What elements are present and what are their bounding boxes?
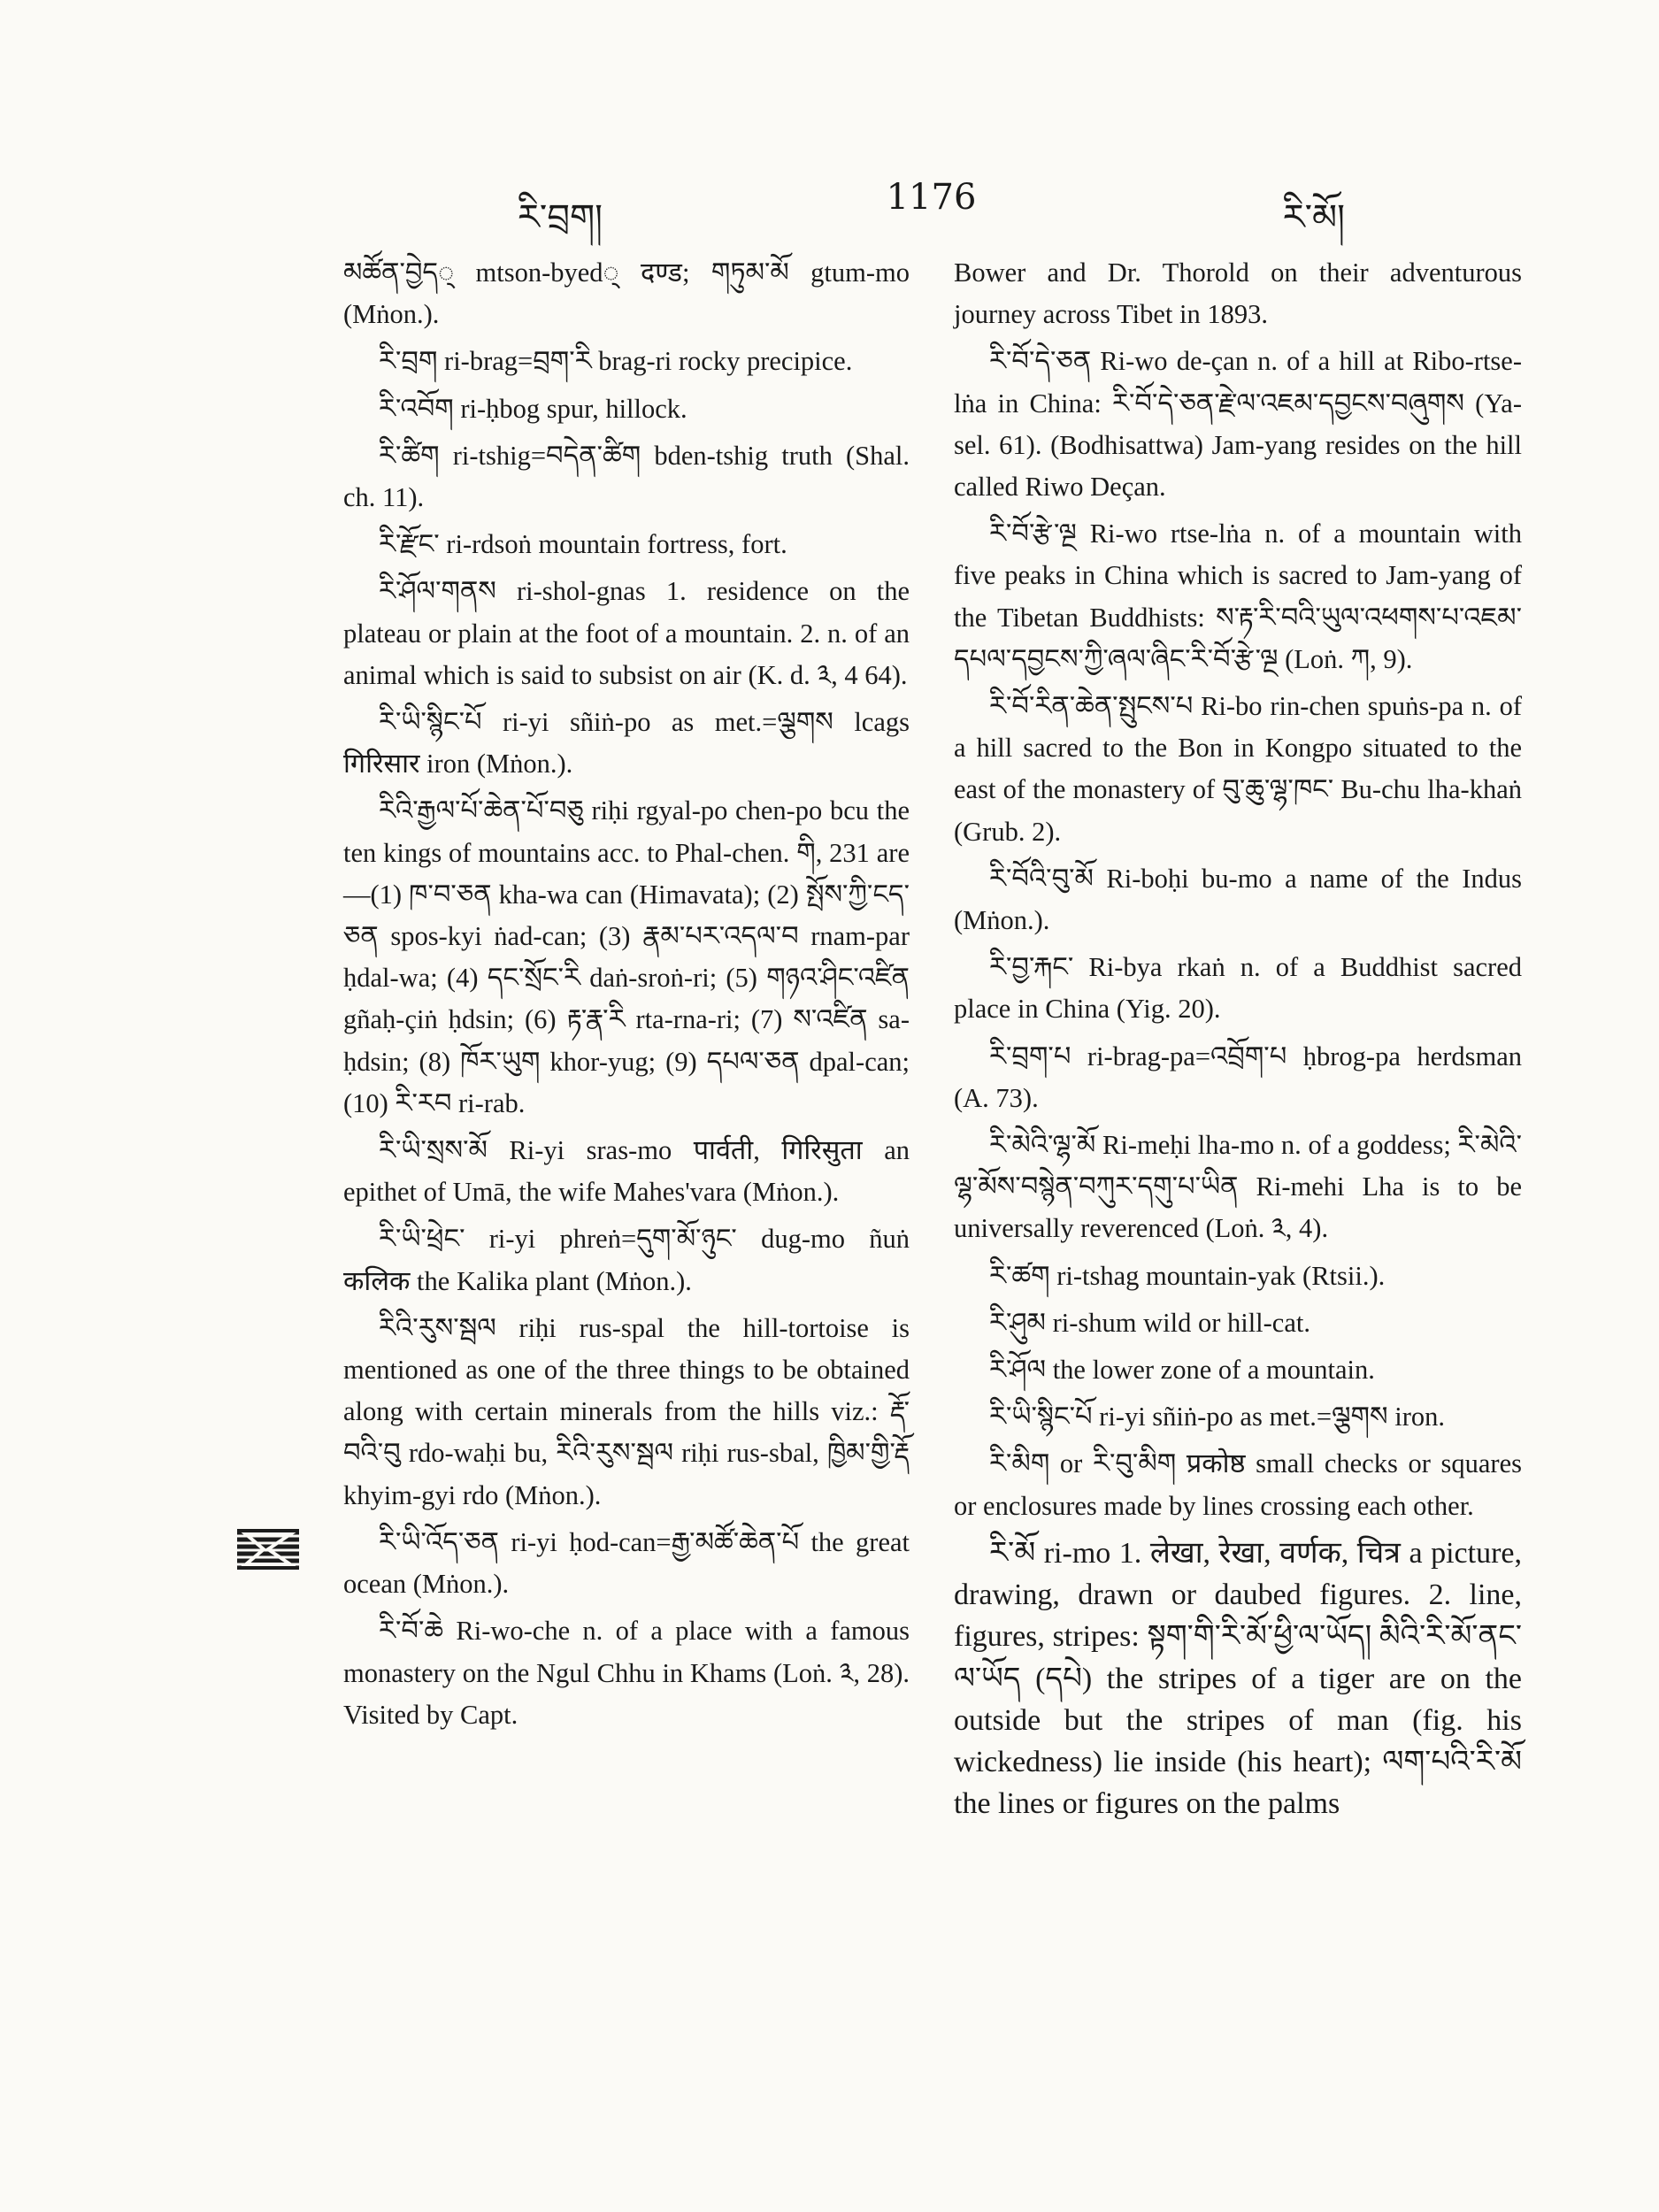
header-right-guideword: རི་མོ།	[1282, 197, 1345, 238]
dictionary-entry: རི་བོ་རིན་ཆེན་སྤུངས་པ Ri-bo rin-chen spuṅs-pa n. of a hill sacred to the Bon in Kongpo situated to the east of the monastery of བུ་ཆུ་ལྷ་ཁང་ Bu-chu lha-khaṅ (Grub. 2).	[954, 691, 1522, 847]
left-column	[343, 252, 910, 1741]
dictionary-entry: རི་འབོག ri-ḥbog spur, hillock.	[379, 393, 687, 424]
dictionary-entry: རི་བོ་དེ་ཅན Ri-wo de-çan n. of a hill at Ribo-rtse-lṅa in China: རི་བོ་དེ་ཅན་རྗེ་ལ་འཇམ་དབྱངས་བཞུགས (Ya-sel. 61). (Bodhisattwa) Jam-yang resides on the hill called Riwo Deçan.	[954, 346, 1522, 503]
dictionary-entry: རི་ཡི་སྲས་མོ Ri-yi sras-mo पार्वती, गिरिसुता an epithet of Umā, the wife Mahes'vara (Mṅon.).	[343, 1135, 910, 1208]
dictionary-entry: རི་རྫོང་ ri-rdsoṅ mountain fortress, fort.	[379, 529, 787, 560]
dictionary-entry: རི་ཡི་སྙིང་པོ ri-yi sñiṅ-po as met.=ལྕགས iron.	[989, 1402, 1445, 1432]
dictionary-entry: རི་མེའི་ལྷ་མོ Ri-meḥi lha-mo n. of a goddess; རི་མེའི་ལྷ་མོས་བསྙེན་བཀུར་དགུ་པ་ཡིན Ri-mehi Lha is to be universally reverenced (Loṅ. ༣, 4).	[954, 1130, 1522, 1244]
dictionary-entry: རི་བོ་ཆེ Ri-wo-che n. of a place with a famous monastery on the Ngul Chhu in Khams (Loṅ. ༣, 28). Visited by Capt.	[343, 1616, 910, 1730]
dictionary-entry: རི་ཡི་ཕྲེང་ ri-yi phreṅ=དུག་མོ་ཉུང་ dug-mo ñuṅ कलिक the Kalika plant (Mṅon.).	[343, 1224, 910, 1296]
header-left-guideword: རི་བྲག།	[518, 197, 603, 238]
margin-stamp-icon	[237, 1529, 299, 1570]
dictionary-entry: རི་ཚིག ri-tshig=བདེན་ཚིག bden-tshig truth (Shal. ch. 11).	[343, 440, 910, 513]
dictionary-entry: Bower and Dr. Thorold on their adventurous journey across Tibet in 1893.	[954, 257, 1522, 330]
dictionary-entry: རི་ཚག ri-tshag mountain-yak (Rtsii.).	[989, 1260, 1386, 1291]
dictionary-entry: རི་བོའི་བུ་མོ Ri-boḥi bu-mo a name of the Indus (Mṅon.).	[954, 863, 1522, 936]
dictionary-entry: རི་ཡི་སྙིང་པོ ri-yi sñiṅ-po as met.=ལྕགས lcags गिरिसार iron (Mṅon.).	[343, 707, 910, 780]
dictionary-entry: རི་བྲག་པ ri-brag-pa=འབྲོག་པ ḥbrog-pa herdsman (A. 73).	[954, 1041, 1522, 1113]
dictionary-entry: རིའི་རུས་སྦལ riḥi rus-spal the hill-tortoise is mentioned as one of the three things to be obtained along with certain minerals from the hills viz.: རྡོ་བའི་བུ rdo-waḥi bu, རིའི་རུས་སྦལ riḥi rus-sbal, ཁྱིམ་གྱི་རྡོ khyim-gyi rdo (Mṅon.).	[343, 1312, 910, 1510]
dictionary-entry: རི་ཤོལ་གནས ri-shol-gnas 1. residence on the plateau or plain at the foot of a mountain. 2. n. of an animal which is said to subsist on air (K. d. ༣, 4 64).	[343, 576, 910, 690]
dictionary-entry: རིའི་རྒྱལ་པོ་ཆེན་པོ་བཅུ riḥi rgyal-po chen-po bcu the ten kings of mountains acc. to Phal-chen. གི, 231 are—(1) ཁ་བ་ཅན kha-wa can (Himavata); (2) སྤོས་ཀྱི་ངད་ཅན spos-kyi ṅad-can; (3) རྣམ་པར་འདལ་བ rnam-par ḥdal-wa; (4) དང་སྲོང་རི daṅ-sroṅ-ri; (5) གཉའ་ཤིང་འཛིན gñaḥ-çiṅ ḥdsin; (6) རྟ་རྣ་རི rta-rna-ri; (7) ས་འཛིན sa-ḥdsin; (8) ཁོར་ཡུག khor-yug; (9) དཔལ་ཅན dpal-can; (10) རི་རབ ri-rab.	[343, 795, 910, 1118]
right-column	[954, 252, 1522, 1830]
dictionary-entry-headword-rimo: རི་མོ ri-mo 1. लेखा, रेखा, वर्णक, चित्र a picture, drawing, drawn or daubed figures. 2. line, figures, stripes: སྟག་གི་རི་མོ་ཕྱི་ལ་ཡོད། མིའི་རི་མོ་ནང་ལ་ཡོད (དཔེ) the stripes of a tiger are on the outside but the stripes of man (fig. his wickedness) lie inside (his heart); ལག་པའི་རི་མོ the lines or figures on the palms	[954, 1536, 1522, 1821]
dictionary-entry: རི་བོ་རྩེ་ལྔ Ri-wo rtse-lṅa n. of a mountain with five peaks in China which is sacred to Jam-yang of the Tibetan Buddhists: ས་རྟ་རི་བའི་ཡུལ་འཕགས་པ་འཇམ་དཔལ་དབྱངས་ཀྱི་ཞལ་ཞིང་རི་བོ་རྩེ་ལྔ (Loṅ. ཀ, 9).	[954, 518, 1522, 674]
dictionary-entry: རི་བྱ་རྐང་ Ri-bya rkaṅ n. of a Buddhist sacred place in China (Yig. 20).	[954, 952, 1522, 1025]
dictionary-entry: རི་བྲག ri-brag=བྲག་རི brag-ri rocky precipice.	[379, 346, 853, 377]
dictionary-entry: རི་ཤོལ the lower zone of a mountain.	[989, 1355, 1375, 1386]
dictionary-entry: མཚོན་བྱེད् mtson-byed् दण्ड; གཏུམ་མོ gtum-mo (Mṅon.).	[343, 257, 910, 330]
page-number: 1176	[886, 177, 977, 218]
dictionary-entry: རི་མིག or རི་བུ་མིག प्रकोष्ठ small checks or squares or enclosures made by lines crossing each other.	[954, 1448, 1522, 1521]
dictionary-entry: རི་ཤུམ ri-shum wild or hill-cat.	[989, 1307, 1310, 1338]
running-header	[341, 177, 1522, 238]
dictionary-entry: རི་ཡི་འོད་ཅན ri-yi ḥod-can=རྒྱ་མཚོ་ཆེན་པོ the great ocean (Mṅon.).	[343, 1526, 910, 1600]
